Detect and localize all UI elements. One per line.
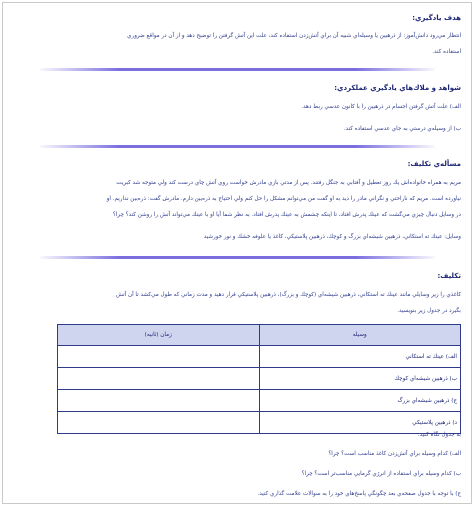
question-b: ب) كدام وسيله براي استفاده از انرژي گرمايي مناسب‌تر است؟ چرا؟ xyxy=(301,471,461,477)
question-c: ج) با توجه با جدول صفحه‌ي بعد چگونگي پاسخ‌هاي خود را به سوالات علامت گذاري كنيد. xyxy=(257,491,461,497)
column-header-time: زمان (ثانيه) xyxy=(58,325,260,346)
problem-line-1: مريم به همراه خانواده‌اش يك روز تعطيل و آفتابي به جنگل رفتند. پس از مدتي بازي مادرش خواست روي آتش چاي درست كند ولي متوجه شد كبريت xyxy=(116,180,461,186)
row-item: ج) ذرهبين شيشه‌اي بزرگ xyxy=(259,390,461,412)
row-item: الف) عينك ته استكاني xyxy=(259,346,461,368)
row-item: ب) ذرهبين شيشه‌اي كوچك xyxy=(259,368,461,390)
time-answer-cell[interactable] xyxy=(58,390,260,412)
task-line-1: كاغذي را زير وسايلي مانند عينك ته استكاني، ذرهبين شيشه‌اي (كوچك و بزرگ)، ذرهبين پلاستيكي قرار دهيد و مدت زماني كه طول مي‌كشد تا آن آتش xyxy=(115,292,461,298)
section-divider xyxy=(40,68,435,71)
table-row xyxy=(58,368,461,390)
time-answer-cell[interactable] xyxy=(58,346,260,368)
problem-line-3: در وسايل دنبال چيزي مي‌گشت كه عينك پدرش افتاد، تا اينكه چشمش به عينك پدرش افتاد. به نظر شما آيا او با عينك مي‌تواند آتش را روشن كند؟ چرا؟ xyxy=(112,212,461,218)
time-answer-cell[interactable] xyxy=(58,368,260,390)
table-row xyxy=(58,346,461,368)
timing-table xyxy=(57,324,461,434)
objective-line-2: استفاده كند. xyxy=(432,49,461,55)
section-divider xyxy=(40,256,435,259)
table-header-row xyxy=(58,325,461,346)
objective-heading: هدف يادگيري: xyxy=(412,14,461,22)
evidence-item-b: ب) از وسيله‌ي درستي به جاي عدسي استفاده كند. xyxy=(343,126,461,132)
task-heading: تكليف: xyxy=(437,272,461,280)
objective-line-1: انتظار مي‌رود دانش‌آموز: از ذرهبين يا وسيله‌اي شبيه آن براي آتش‌زدن استفاده كند، علت اين آتش گرفتن را توضيح دهد و از آن در مواقع ضروري xyxy=(127,33,461,39)
row-item: د) ذرهبين پلاستيكي xyxy=(259,412,461,434)
problem-heading: مسأله‌ي تكليف: xyxy=(407,160,461,168)
problem-line-2: نياورده است. مريم كه ناراحتي و نگراني مادر را ديد به او گفت من مي‌توانم مشكل را حل كنم ولي احتياج به ذره‌بين دارم. مادرش گفت: ذره‌بين نداريم. او xyxy=(106,196,461,202)
problem-tools: وسايل: عينك ته استكاني، ذرهبين شيشه‌اي بزرگ و كوچك، ذرهبين پلاستيكي، كاغذ يا علوفه خشك و نور خورشيد xyxy=(203,234,461,240)
column-header-item: وسيله xyxy=(259,325,461,346)
evidence-heading: شواهد و ملاك‌هاي يادگيري عملكردي: xyxy=(334,84,461,92)
section-divider xyxy=(40,145,435,148)
evidence-item-a: الف) علت آتش گرفتن اجسام در ذرهبين را با كانون عدسي ربط دهد. xyxy=(301,104,461,110)
question-a: الف) كدام وسيله براي آتش‌زدن كاغذ مناسب است؟ چرا؟ xyxy=(328,451,461,457)
task-line-2: بگيرد در جدول زير بنويسيد. xyxy=(397,308,461,314)
table-instruction: به جدول نگاه كنيد. xyxy=(417,432,461,438)
table-row xyxy=(58,390,461,412)
